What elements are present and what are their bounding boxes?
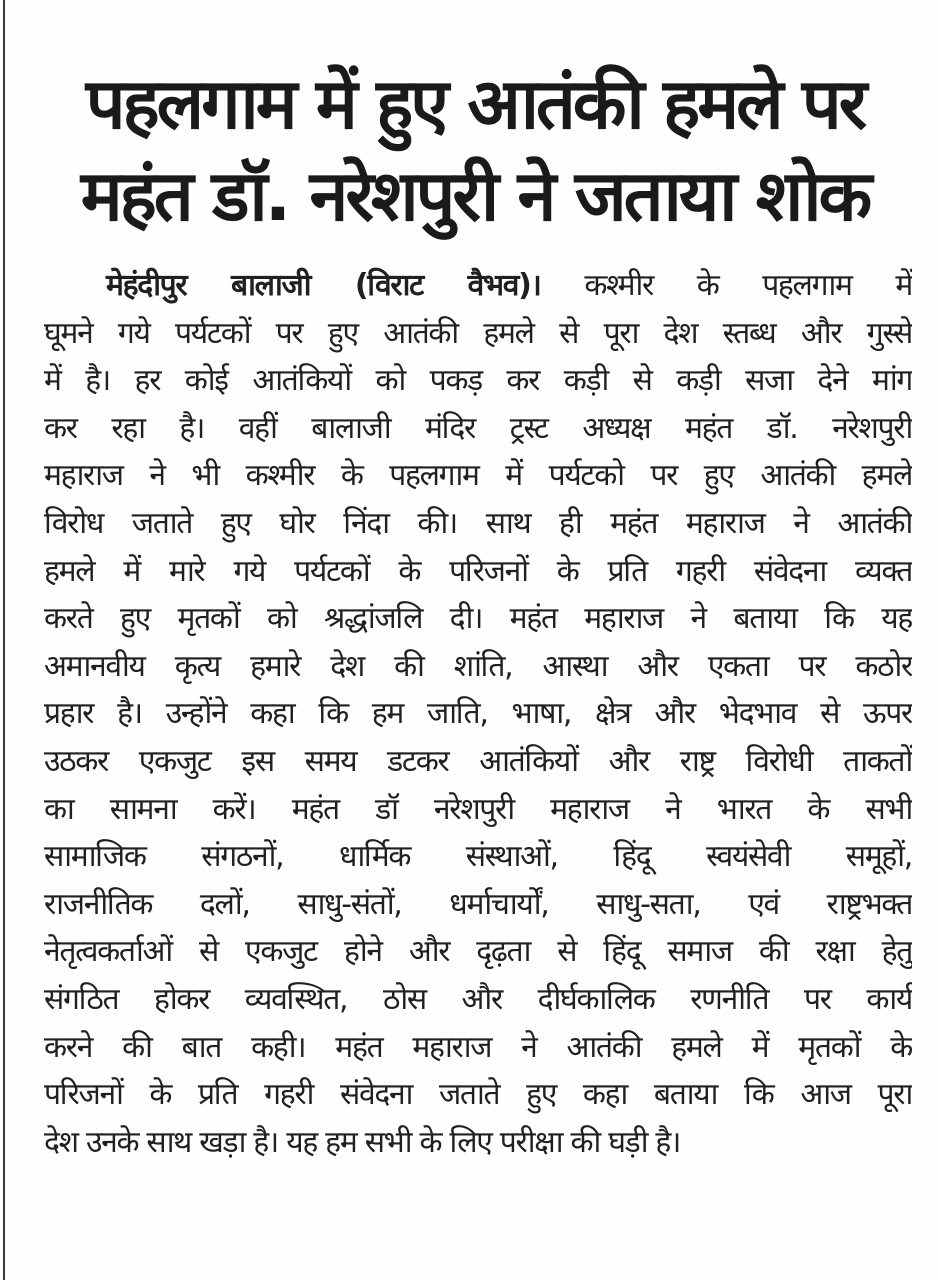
article-line: कर रहा है। वहीं बालाजी मंदिर ट्रस्ट अध्यक्ष महंत डॉ. नरेशपुरी	[44, 410, 912, 446]
article-line: देश उनके साथ खड़ा है। यह हम सभी के लिए परीक्षा की घड़ी है।	[44, 1124, 681, 1160]
headline	[30, 58, 920, 242]
article-body	[44, 262, 912, 1166]
headline-line-1: पहलगाम में हुए आतंकी हमले पर	[85, 63, 865, 145]
article-line-text: कश्मीर के पहलगाम में	[584, 268, 912, 303]
article-line: में है। हर कोई आतंकियों को पकड़ कर कड़ी से कड़ी सजा देने मांग	[44, 363, 912, 399]
article-line: अमानवीय कृत्य हमारे देश की शांति, आस्था और एकता पर कठोर	[44, 648, 912, 684]
article-line: विरोध जताते हुए घोर निंदा की। साथ ही महंत महाराज ने आतंकी	[44, 505, 912, 541]
article-line: संगठित होकर व्यवस्थित, ठोस और दीर्घकालिक रणनीति पर कार्य	[44, 981, 912, 1017]
article-line: उठकर एकजुट इस समय डटकर आतंकियों और राष्ट्र विरोधी ताकतों	[44, 743, 912, 779]
article-line: महाराज ने भी कश्मीर के पहलगाम में पर्यटको पर हुए आतंकी हमले	[44, 458, 912, 494]
article-line: घूमने गये पर्यटकों पर हुए आतंकी हमले से पूरा देश स्तब्ध और गुस्से	[44, 315, 912, 351]
article-line: प्रहार है। उन्होंने कहा कि हम जाति, भाषा, क्षेत्र और भेदभाव से ऊपर	[44, 696, 912, 732]
article-line: राजनीतिक दलों, साधु-संतों, धर्माचार्यों, साधु-सता, एवं राष्ट्रभक्त	[44, 886, 912, 922]
article-line: परिजनों के प्रति गहरी संवेदना जताते हुए कहा बताया कि आज पूरा	[44, 1077, 912, 1113]
column-rule	[3, 0, 5, 1280]
article-line: नेतृत्वकर्ताओं से एकजुट होने और दृढ़ता से हिंदू समाज की रक्षा हेतु	[44, 934, 912, 970]
article-line: करने की बात कही। महंत महाराज ने आतंकी हमले में मृतकों के	[44, 1029, 912, 1065]
headline-line-2: महंत डॉ. नरेशपुरी ने जताया शोक	[80, 155, 870, 237]
article-line: हमले में मारे गये पर्यटकों के परिजनों के प्रति गहरी संवेदना व्यक्त	[44, 553, 912, 589]
dateline: मेहंदीपुर बालाजी (विराट वैभव)।	[106, 268, 541, 303]
article-line	[44, 262, 912, 310]
article-line: का सामना करें। महंत डॉ नरेशपुरी महाराज ने भारत के सभी	[44, 791, 912, 827]
article-line: करते हुए मृतकों को श्रद्धांजलि दी। महंत महाराज ने बताया कि यह	[44, 601, 912, 637]
article-line: सामाजिक संगठनों, धार्मिक संस्थाओं, हिंदू स्वयंसेवी समूहों,	[44, 839, 912, 875]
